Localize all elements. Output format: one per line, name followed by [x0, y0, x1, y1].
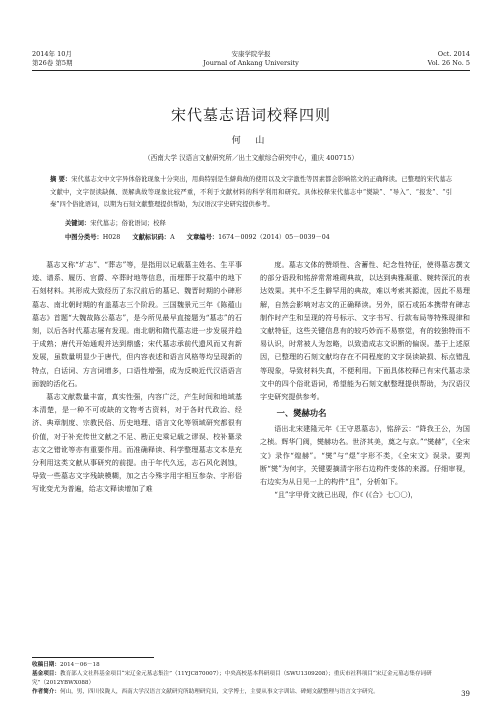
body-paragraph: 度。墓志文体的赞颂性、含蓄性、纪念性特征，使得墓志撰文的部分语段和铭辞常常堆砌典故，以达到典雅凝重、婉转深沉的表达效果。其中不乏生僻罕用的典故，难以考索其源流，因此不易理解，自然会影响对志文的正确释读。另外，原石或拓本携带有碑志制作时产生和呈现的符号标示、文字书写、行款布局等特殊现律和文献特征，这些关键信息有的较巧妙而不易察觉，有的较独特而不易认识，时常被人为忽略，以致造成志文识断的偏误。基于上述原因，已整理的石刻文献均存在不同程度的文字误读缺损、标点错乱等现象，导致材料失真，不便利用。下面具体校释已有宋代墓志录文中的四个俗讹语词，希望能为石刻文献整理提供帮助，为汉语汉字史研究提供参考。 [260, 260, 470, 402]
body-paragraph: 语出北宋建隆元年《王守恩墓志》，铭辞云：“降我王公，为国之桢。辉华门阀，爕赫功名。世济其美，奠之与京。”“爕赫”，《全宋文》录作“煌赫”。“爕”与“煜”字形不类，《全宋文》误录。要判断“爕”为何字，关键要摘清字形右边构件变体的来源。仔细审视，右边实为从日见一上的构件“且”，分析如下。 [260, 424, 470, 487]
clc-label: 中图分类号： [65, 234, 103, 241]
footnote-rule [32, 657, 154, 658]
journal-name-zh: 安康学院学报 [231, 50, 271, 58]
received-label: 收稿日期： [32, 662, 60, 668]
fund-text: 教育部人文社科基金项目“宋辽金元墓志集注”（11YJC870007）；中央高校基本科研项目（SWU1309208）；重庆市社科项目“宋辽金元墓志集存词研究”（2012YBWX088） [32, 671, 432, 686]
body-paragraph: 墓志又称“圹志”、“葬志”等，是指用以记载墓主姓名、生平事迹、谱系、履历、官爵、卒葬时地等信息，而埋葬于坟墓中的地下石刻材料。其形成大致经历了东汉前后的墓记、魏晋时期的小碑形墓志、南北朝时期的有盖墓志三个阶段。三国魏景元三年《陈蕴山墓志》首题“大魏故陈公墓志”，是今所见最早直接题为“墓志”的石刻，以后各时代墓志屡有发现。南北朝和隋代墓志进一步发展并趋于成熟；唐代开始通观并达到鼎盛；宋代墓志承前代遗风而又有新发展，虽数量明显少于唐代，但内容表述和语言风格等均呈现新的特点，白话词、方言词增多，口语性增强，成为反映近代汉语语言面貌的活化石。 [32, 260, 242, 388]
header-rule [32, 70, 470, 71]
article-no-value: 1674－0092（2014）05－0039－04 [218, 234, 330, 241]
body-column-right [260, 258, 470, 501]
body-paragraph: 墓志文献数量丰富，真实性强，内容广泛，产生时间和地域基本清楚，是一种不可或缺的文物考古资料，对于各时代政治、经济、典章制度、宗教民俗、历史地理、语言文化等领域研究都很有价值，对于补充传世文献之不足、勘正史乘记载之谬误、校补纂录志文之错讹等亦有重要作用。而准确释读、科学整理墓志文本是充分利用这类文献从事研究的前提。由于年代久远，志石风化剥蚀，导致一些墓志文字残缺模糊，加之古今殊字用字相互参杂、字形俗写讹变尤为普遍，给志文释读增加了难 [32, 392, 242, 494]
fund-label: 基金项目： [32, 671, 60, 677]
abstract [50, 174, 452, 212]
keywords-text: 宋代墓志；俗讹语词；校释 [90, 220, 166, 227]
issue-date-en: Oct. 2014 [437, 50, 470, 58]
keywords-label: 关键词： [65, 220, 91, 227]
issue-volume-en: Vol. 26 No. 5 [427, 59, 470, 67]
body-paragraph: “且”字甲骨文就已出现，作☾(《合》七〇〇)， [274, 490, 418, 500]
journal-name-en: Journal of Ankang University [203, 59, 299, 67]
footnote-fund [32, 670, 470, 688]
issue-volume: 第26卷 第5期 [32, 59, 73, 67]
doc-code-value: A [170, 234, 175, 241]
issue-date: 2014年 10月 [32, 50, 72, 58]
article-author: 何 山 [231, 136, 271, 146]
clc-value: H028 [102, 234, 121, 241]
received-date: 2014－06－18 [59, 662, 100, 668]
classification-line [65, 232, 455, 243]
footnotes [32, 661, 470, 697]
author-bio-label: 作者简介： [32, 689, 60, 695]
issue-info-en [428, 50, 470, 68]
article-no-label: 文章编号： [186, 234, 219, 241]
article-title: 宋代墓志语词校释四则 [170, 106, 331, 124]
doc-code-label: 文献标识码： [132, 234, 171, 241]
section-heading: 一、爕赫功名 [276, 408, 327, 419]
body-column-left [32, 258, 242, 496]
journal-name [32, 50, 470, 68]
footnote-author [32, 688, 470, 697]
author-affiliation: （西南大学 汉语言文献研究所／出土文献综合研究中心，重庆 400715） [144, 154, 358, 162]
page-number: 39 [461, 690, 470, 698]
abstract-text: 宋代墓志文中文字异体俗讹现象十分突出，用典特别是生僻典故的使用以及文字激性等因素都会影响铭文的正确释读。已整理的宋代墓志文献中，文字误读缺佩、误解典故等现象比较严重，不利于文献材料的科学利用和研究。具体校释宋代墓志中“爕缺”、“导入”、“报发”、“引秦”四个俗讹语词，以期为石刻文献整理提供帮助，为汉语汉字史研究提供参考。 [50, 176, 452, 208]
abstract-label: 摘 要： [50, 176, 72, 183]
footnote-received [32, 661, 470, 670]
author-bio-text: 何山，男，四川仪陇人，西南大学汉语言文献研究所助理研究员，文学博士，主要从事文字训诂、碑刻文献整理与语言文字研究。 [59, 689, 379, 695]
keywords [65, 218, 455, 229]
